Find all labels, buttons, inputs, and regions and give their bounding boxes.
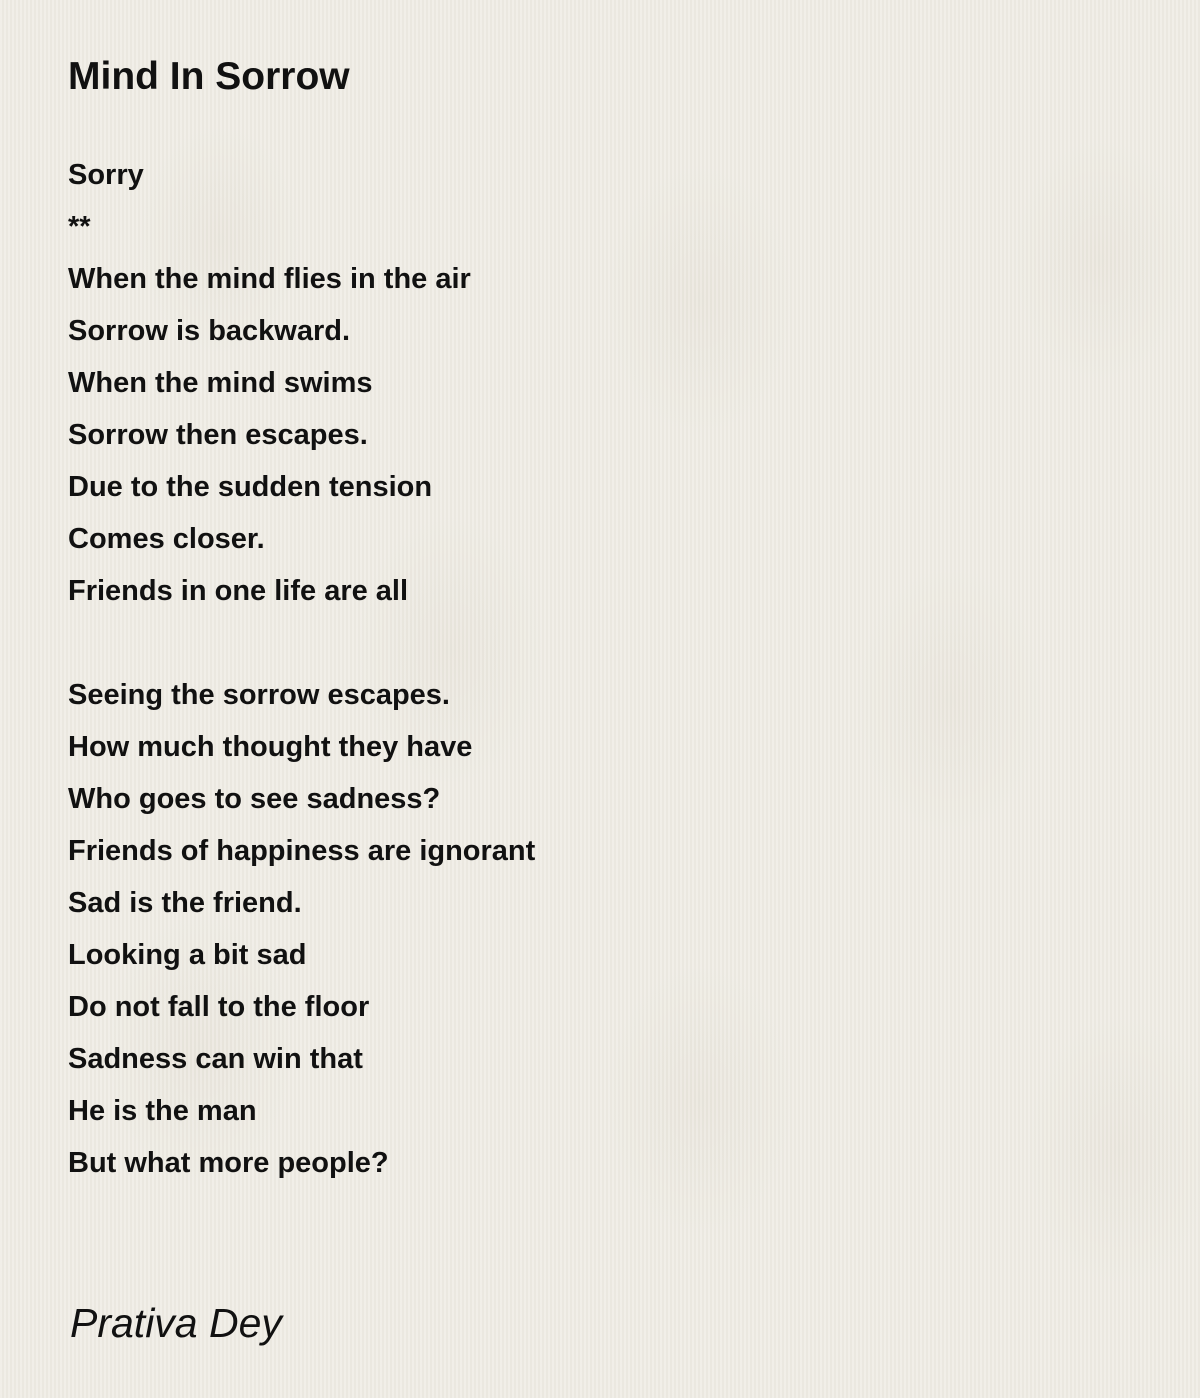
poem-line: When the mind swims	[68, 367, 373, 399]
poem-author: Prativa Dey	[70, 1300, 282, 1346]
poem-line: Sadness can win that	[68, 1043, 363, 1075]
poem-line: He is the man	[68, 1095, 257, 1127]
poem-line: Sorry	[68, 159, 144, 191]
poem-line: How much thought they have	[68, 731, 473, 763]
poem-line: Sorrow is backward.	[68, 315, 351, 347]
poem-line: Sorrow then escapes.	[68, 419, 368, 451]
poem-line: Who goes to see sadness?	[68, 783, 441, 815]
poem-line: When the mind flies in the air	[68, 263, 471, 295]
poem-line: But what more people?	[68, 1147, 389, 1179]
poem-line: Do not fall to the floor	[68, 991, 370, 1023]
poem-line: **	[68, 211, 91, 243]
poem-title: Mind In Sorrow	[68, 55, 350, 98]
stanza-break	[68, 617, 535, 669]
poem-body	[68, 149, 535, 1189]
poem-line: Comes closer.	[68, 523, 265, 555]
poem-line: Looking a bit sad	[68, 939, 307, 971]
poem-line: Friends of happiness are ignorant	[68, 835, 536, 867]
poem-line: Sad is the friend.	[68, 887, 302, 919]
poem-line: Due to the sudden tension	[68, 471, 433, 503]
poem-page	[68, 0, 1160, 1398]
poem-line: Seeing the sorrow escapes.	[68, 679, 450, 711]
poem-line: Friends in one life are all	[68, 575, 409, 607]
